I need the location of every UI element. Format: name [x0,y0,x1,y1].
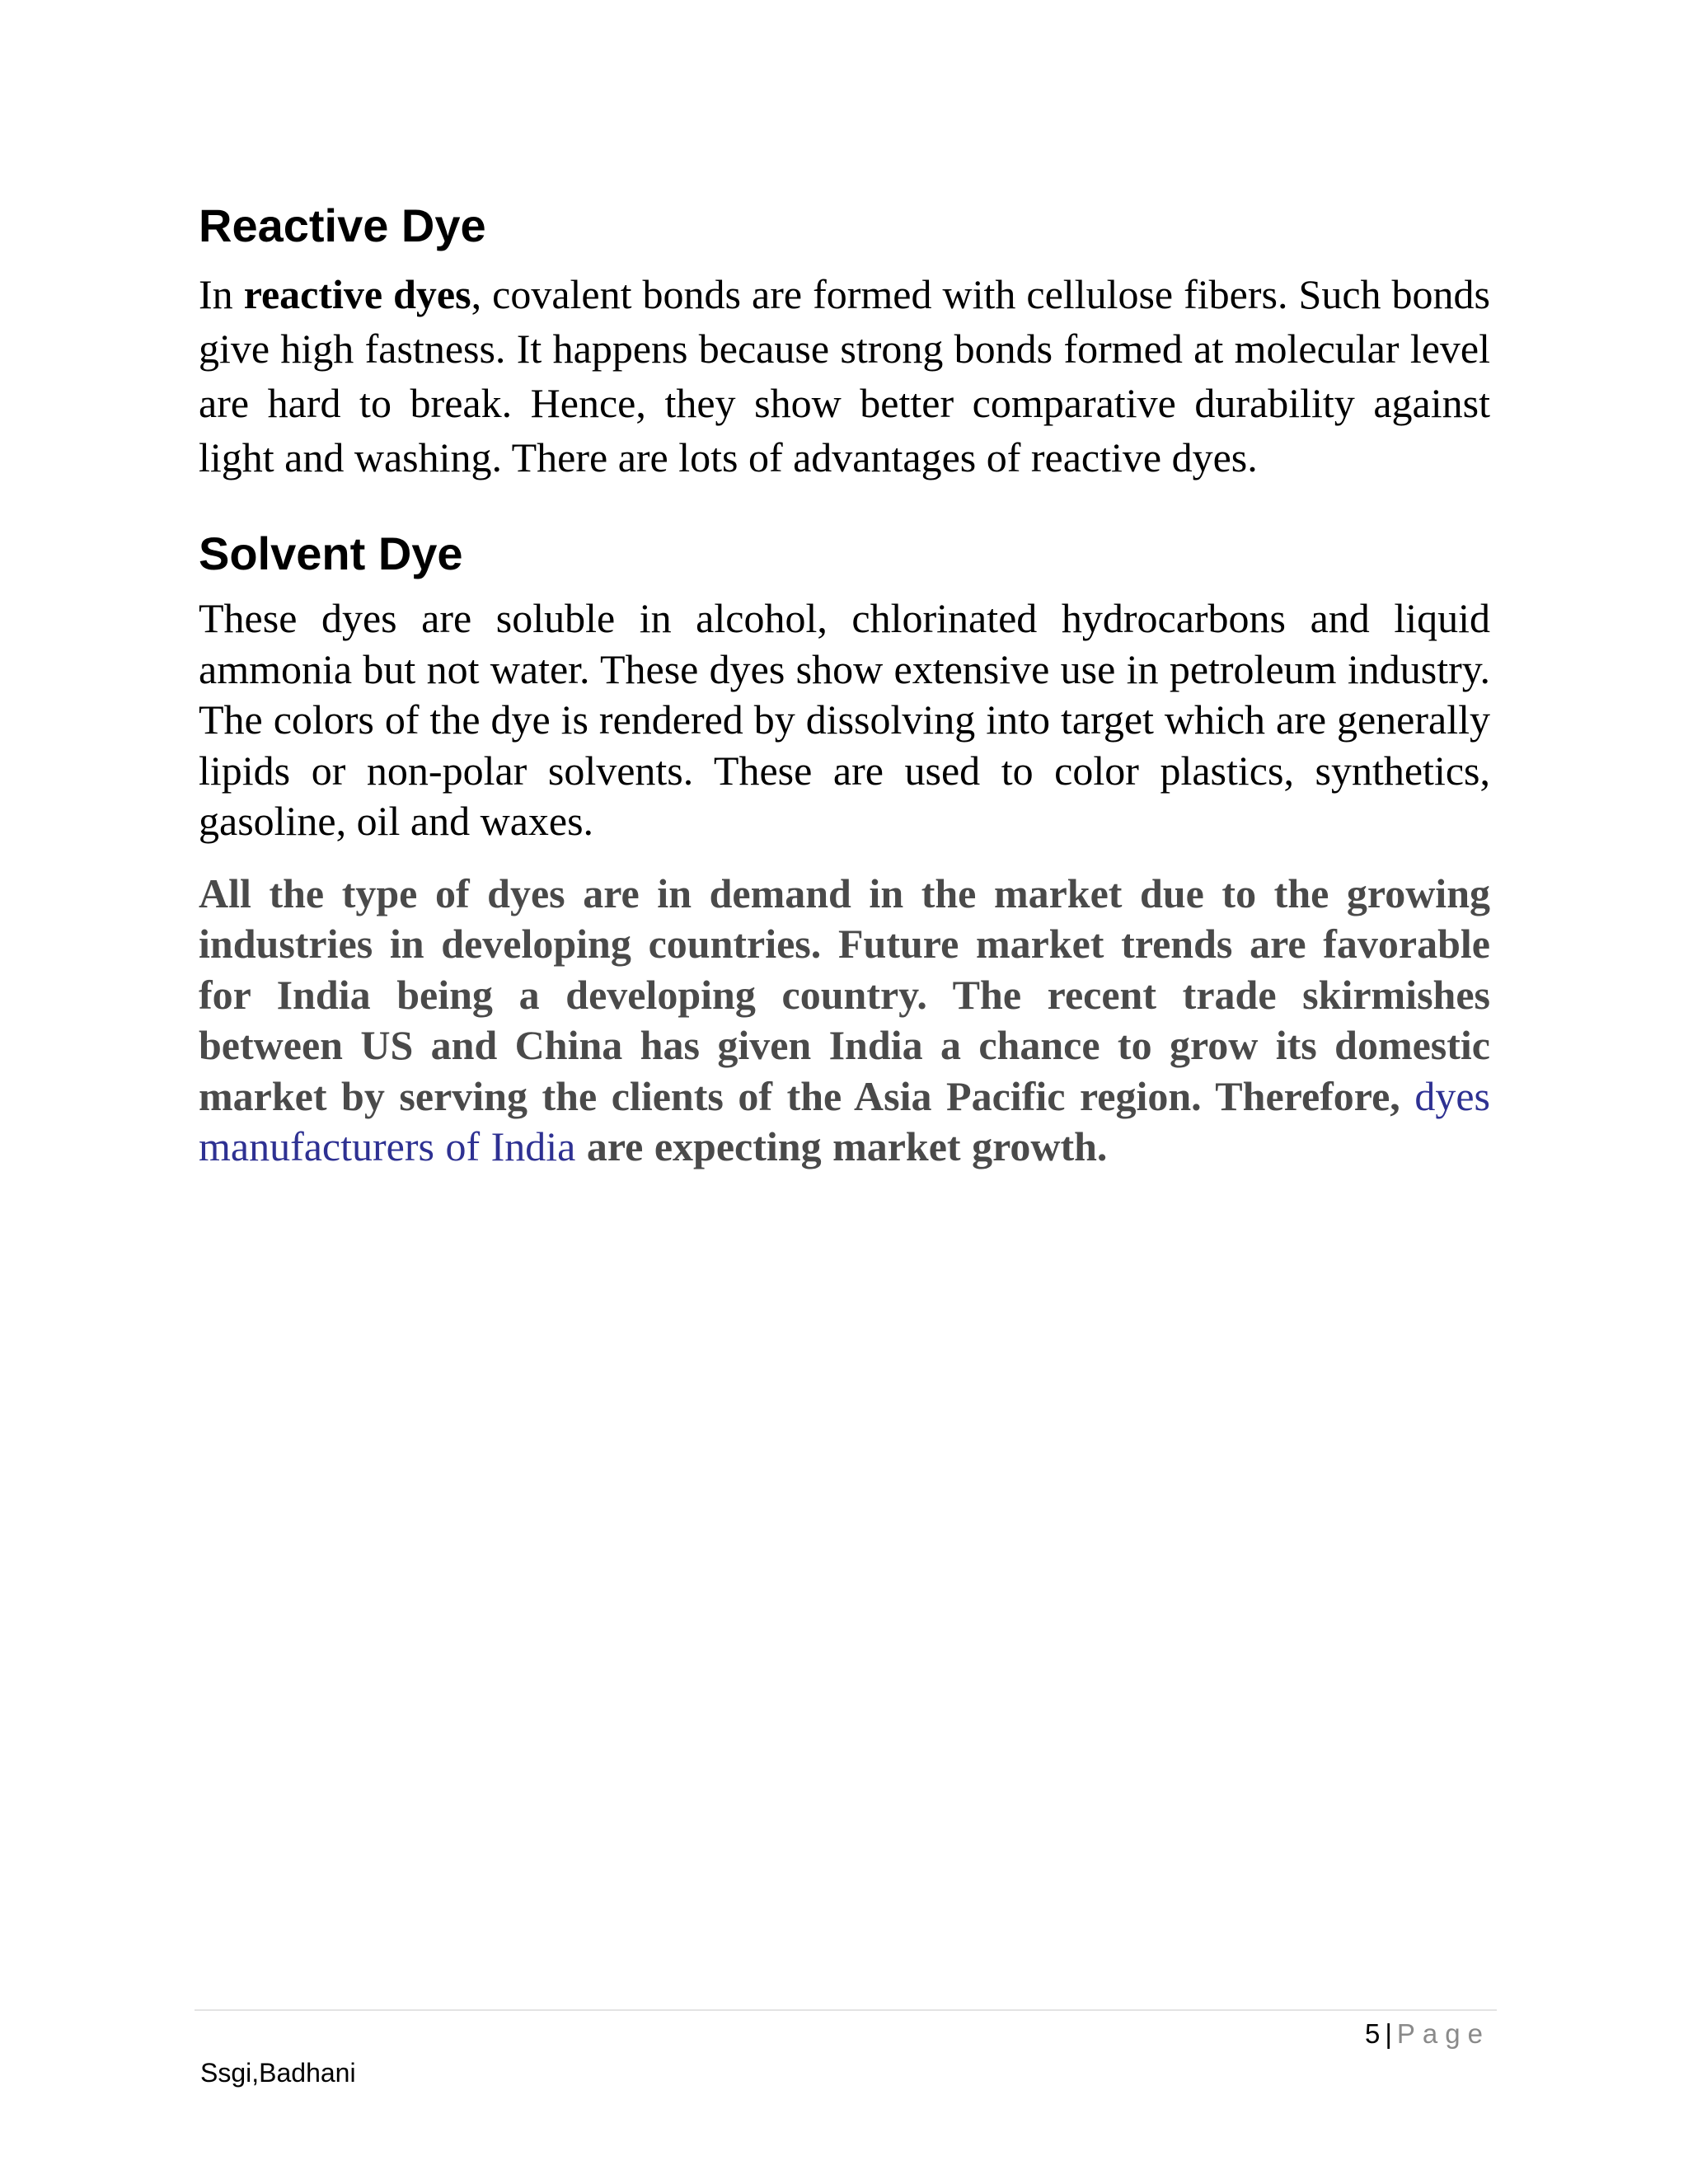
reactive-dye-paragraph [199,267,1490,485]
page-number-separator: | [1385,2018,1392,2049]
reactive-body-text: , covalent bonds are formed with cellulose fibers. Such bonds give high fastness. It happens because strong bonds formed at molecular level are hard to break. Hence, they show better comparative durability against light and washing. There are lots of advantages of reactive dyes. [199,271,1491,480]
reactive-dye-heading: Reactive Dye [199,199,486,251]
page-content [199,196,1490,1173]
page-label: Page [1396,2018,1490,2049]
reactive-intro-text: In [199,271,244,317]
market-text-before-link: All the type of dyes are in demand in the market due to the growing industries in developing countries. Future market trends are favorable for India being a developing country. The recent trade skirmishes between US and China has given India a chance to grow its domestic market by serving the clients of the Asia Pacific region. Therefore, [199,869,1490,1119]
solvent-dye-paragraph: These dyes are soluble in alcohol, chlorinated hydrocarbons and liquid ammonia but not water. These dyes show extensive use in petroleum industry. The colors of the dye is rendered by dissolving into target which are generally lipids or non-polar solvents. These are used to color plastics, synthetics, gasoline, oil and waxes. [199,595,1490,844]
footer-divider [195,2009,1497,2011]
page-number-value: 5 [1364,2018,1381,2049]
solvent-dye-heading: Solvent Dye [199,527,463,579]
market-text-after-link: are expecting market growth. [575,1123,1108,1169]
reactive-dyes-term: reactive dyes [243,271,471,317]
market-outlook-paragraph [199,869,1490,1173]
dyes-manufacturers-link[interactable]: dyes manufacturers of India [199,1072,1490,1169]
page-number [1365,2016,1490,2052]
footer-organization: Ssgi,Badhani [200,2058,356,2088]
